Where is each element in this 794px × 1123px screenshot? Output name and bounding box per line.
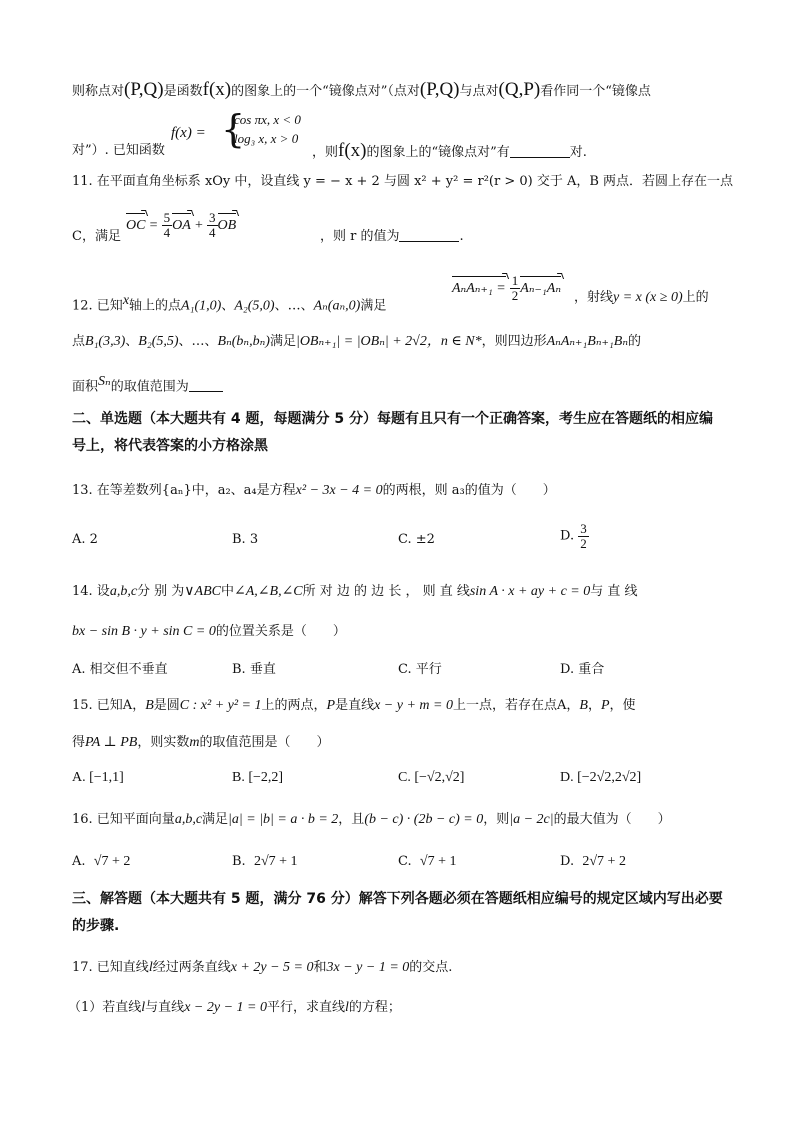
q10-line-2 <box>72 107 724 162</box>
case-2: log₃ x, x > 0 <box>234 131 299 146</box>
text: . <box>459 229 464 244</box>
q17-line-1 <box>72 958 724 978</box>
q15-options <box>72 768 724 788</box>
vector-an-an1: AₙAₙ₊₁ = <box>452 279 506 299</box>
option-b[interactable]: B. 3 <box>232 532 259 547</box>
option-d[interactable]: D. 重合 <box>560 662 605 677</box>
text: 经过两条直线 <box>152 960 231 975</box>
answer-blank <box>189 377 223 392</box>
num: 5 <box>163 210 171 225</box>
q10-line-1 <box>72 80 724 102</box>
option-value: 2√7 + 1 <box>253 854 298 869</box>
piecewise-cases <box>234 110 301 148</box>
option-value: √7 + 1 <box>419 854 457 869</box>
math-pq: (P,Q) <box>419 79 460 100</box>
q13-stem <box>72 481 724 501</box>
option-value: 2√7 + 2 <box>582 854 626 869</box>
math-vectors: a,b,c <box>174 812 203 827</box>
den: 2 <box>511 288 519 303</box>
q12-l1-part-a <box>72 291 386 316</box>
option-label: A. <box>72 854 86 869</box>
option-value: √7 + 2 <box>93 854 131 869</box>
math-line-2: bx − sin B · y + sin C = 0 <box>72 624 216 639</box>
option-c[interactable]: C. [−√2,√2] <box>398 770 465 785</box>
fraction-3-2 <box>578 522 589 551</box>
text: 点 <box>72 334 86 349</box>
math-l: l <box>148 960 153 975</box>
q11-line-2 <box>72 205 724 245</box>
text: 看作同一个“镜像点 <box>540 84 651 99</box>
text: ，且 <box>338 812 365 827</box>
option-a[interactable]: A. [−1,1] <box>72 770 124 785</box>
text: 得 <box>72 735 86 750</box>
option-b[interactable]: B. 垂直 <box>232 662 276 677</box>
text: 上一点，若存在点A， <box>452 698 580 713</box>
math-qp: (Q,P) <box>498 79 541 100</box>
option-label: C. <box>398 854 412 869</box>
q16-line-1 <box>72 810 724 830</box>
q12-l1-part-b <box>574 288 709 308</box>
text: 12. 已知 <box>72 298 123 314</box>
option-d[interactable] <box>560 852 626 872</box>
q12-line-2 <box>72 332 724 352</box>
text: C，满足 <box>72 229 121 244</box>
math-l: l <box>141 1000 146 1015</box>
text: 所 对 边 的 边 长 ， 则 直 线 <box>302 584 470 599</box>
text: 面积 <box>72 379 99 395</box>
left-brace-icon: { <box>221 107 246 151</box>
text: 14. 设 <box>72 584 110 599</box>
option-d[interactable] <box>560 522 589 551</box>
vector-ob: OB <box>218 216 237 236</box>
text: 对. <box>569 145 587 160</box>
text: 的 <box>628 334 642 349</box>
q12-line-1 <box>72 268 724 314</box>
math-line: x − y + m = 0 <box>374 698 453 713</box>
text: 的取值范围是（ ） <box>199 735 330 750</box>
q14-line-1 <box>72 582 724 602</box>
q11-line-1 <box>72 172 734 192</box>
q10-line-2-tail <box>312 141 587 163</box>
text: 的方程； <box>348 1000 401 1015</box>
text: 15. 已知A， <box>72 698 146 713</box>
num: 3 <box>209 210 216 225</box>
text: 上的 <box>682 290 709 305</box>
text: 平行，求直线 <box>266 1000 345 1015</box>
text: 满足 <box>202 812 229 827</box>
text: 的交点. <box>409 960 453 975</box>
text: ，射线 <box>574 290 614 305</box>
text: 上的两点， <box>261 698 327 713</box>
text: 轴上的点 <box>129 298 182 314</box>
math-b: B <box>579 698 588 713</box>
point-an: Aₙ(aₙ,0) <box>313 298 361 314</box>
math-b: B <box>145 698 154 713</box>
text: 的取值范围为 <box>110 379 189 395</box>
q14-line-2 <box>72 622 724 642</box>
math-m: m <box>189 735 200 750</box>
option-label: D. <box>560 528 575 544</box>
math-triangle: ∨ABC <box>184 584 221 599</box>
text: 是直线 <box>335 698 375 713</box>
math-circle: C : x² + y² = 1 <box>179 698 262 713</box>
math-cond-2: (b − c) · (2b − c) = 0 <box>364 812 484 827</box>
text: 与点对 <box>459 84 499 99</box>
fraction-5-4 <box>162 211 173 240</box>
sep: 、…、 <box>178 334 218 349</box>
text: 和 <box>313 960 327 975</box>
math-n: ，n ∈ N* <box>426 334 482 349</box>
text: ，则 r 的值为 <box>320 229 400 244</box>
math-fx: f(x) <box>202 79 232 100</box>
q12-line-3 <box>72 372 724 397</box>
fraction-1-2 <box>510 274 521 303</box>
text: 是圆 <box>153 698 180 713</box>
math-fx: f(x) <box>338 140 367 161</box>
den: 4 <box>209 225 216 240</box>
plus: + <box>194 218 203 233</box>
answer-blank <box>399 227 459 242</box>
den: 4 <box>163 225 171 240</box>
num: 3 <box>580 521 587 536</box>
section-3-heading: 三、解答题（本大题共有 5 题，满分 76 分）解答下列各题必须在答题纸相应编号的规定区域内写出必要的步骤. <box>72 891 723 934</box>
math-x: x <box>122 293 130 308</box>
num: 1 <box>511 273 519 288</box>
answer-blank <box>510 143 570 158</box>
math-cond-1: |a| = |b| = a · b = 2 <box>228 812 339 827</box>
q11-vector-eq <box>126 211 236 240</box>
option-c[interactable]: C. 平行 <box>398 662 442 677</box>
q13-options <box>72 521 724 560</box>
point-a2: A₂(5,0) <box>234 298 275 314</box>
q14-options <box>72 660 724 680</box>
math-angles: ∠A,∠B,∠C <box>234 584 303 599</box>
text: 分 别 为 <box>137 584 185 599</box>
option-c[interactable] <box>398 852 456 872</box>
option-label: B. <box>232 854 246 869</box>
point-b2: B₂(5,5) <box>138 334 179 349</box>
option-d[interactable]: D. [−2√2,2√2] <box>560 770 642 785</box>
vector-an-1-an: Aₙ₋₁Aₙ <box>520 279 561 299</box>
q11-tail <box>320 227 464 247</box>
text: 的位置关系是（ ） <box>215 624 346 639</box>
option-a[interactable]: A. 相交但不垂直 <box>72 662 168 677</box>
text: 是函数 <box>163 84 203 99</box>
text: 13. 在等差数列{aₙ}中，a₂、a₄是方程 <box>72 483 296 498</box>
point-b1: B₁(3,3) <box>85 334 126 349</box>
math-quad: AₙAₙ₊₁Bₙ₊₁Bₙ <box>546 334 629 349</box>
text: 17. 已知直线 <box>72 960 149 975</box>
sep: 、 <box>125 334 139 349</box>
option-a[interactable] <box>72 852 130 872</box>
text: 的最大值为（ ） <box>553 812 671 827</box>
math-ray: y = x (x ≥ 0) <box>613 290 683 305</box>
math-eqn: x² − 3x − 4 = 0 <box>295 483 383 498</box>
q17-part-1 <box>68 998 724 1018</box>
text: 的图象上的“镜像点对”有 <box>366 145 510 160</box>
math-line: x − 2y − 1 = 0 <box>184 1000 267 1015</box>
math-sn: Sₙ <box>98 374 111 389</box>
math-perp: PA ⊥ PB <box>85 735 138 750</box>
vector-oc: OC <box>126 216 145 236</box>
text: 与直线 <box>145 1000 185 1015</box>
text: 中 <box>221 584 235 599</box>
option-b[interactable]: B. [−2,2] <box>232 770 284 785</box>
math-fx-eq: f(x) = <box>171 125 206 141</box>
point-a1: A₁(1,0) <box>181 298 222 314</box>
equals: = <box>149 218 158 233</box>
text: 满足 <box>269 334 296 349</box>
math-line-1: x + 2y − 5 = 0 <box>230 960 314 975</box>
option-a[interactable]: A. 2 <box>72 532 98 547</box>
text: ，则实数 <box>137 735 190 750</box>
q15-line-2 <box>72 733 724 753</box>
q16-options <box>72 852 724 872</box>
math-p: P <box>326 698 336 713</box>
math-ob-eq: |OBₙ₊₁| = |OBₙ| + 2√2 <box>295 334 427 349</box>
math-target: |a − 2c| <box>509 812 554 827</box>
math-line-2: 3x − y − 1 = 0 <box>326 960 410 975</box>
case-1: cos πx, x < 0 <box>234 112 301 127</box>
math-l: l <box>344 1000 349 1015</box>
section-2-heading: 二、单选题（本大题共有 4 题，每题满分 5 分）每题有且只有一个正确答案，考生应在答题纸的相应编号上，将代表答案的小方格涂黑 <box>72 411 713 454</box>
text: （1）若直线 <box>68 1000 142 1015</box>
text: 的图象上的一个“镜像点对”（点对 <box>231 84 420 99</box>
math-pq: (P,Q) <box>124 79 164 100</box>
point-bn: Bₙ(bₙ,bₙ) <box>217 334 270 349</box>
den: 2 <box>580 536 587 551</box>
math-abc: a,b,c <box>109 584 138 599</box>
math-p: P <box>600 698 610 713</box>
text: ，使 <box>609 698 636 713</box>
sep: 、 <box>221 298 235 314</box>
text: ，则四边形 <box>481 334 547 349</box>
text: 则称点对 <box>72 84 125 99</box>
q12-recurrence <box>452 274 561 303</box>
option-b[interactable] <box>232 852 298 872</box>
sep: 、…、 <box>274 298 314 314</box>
text: 16. 已知平面向量 <box>72 812 175 827</box>
text: ， <box>587 698 601 713</box>
q15-line-1 <box>72 696 724 716</box>
vector-oa: OA <box>172 216 191 236</box>
text: ，则 <box>312 145 339 160</box>
text: 11. 在平面直角坐标系 xOy 中，设直线 y = − x + 2 与圆 x² + y² = r²(r > 0) 交于 A，B 两点．若圆上存在一点 <box>72 174 734 189</box>
math-line-1: sin A · x + ay + c = 0 <box>469 584 591 599</box>
option-c[interactable]: C. ±2 <box>398 532 435 547</box>
fraction-3-4 <box>207 211 218 240</box>
text: 的两根，则 a₃的值为（ ） <box>382 483 556 498</box>
text: ，则 <box>483 812 510 827</box>
text: 满足 <box>360 298 387 314</box>
text: 对”）. 已知函数 <box>72 143 165 158</box>
text: 与 直 线 <box>590 584 638 599</box>
option-label: D. <box>560 854 575 869</box>
